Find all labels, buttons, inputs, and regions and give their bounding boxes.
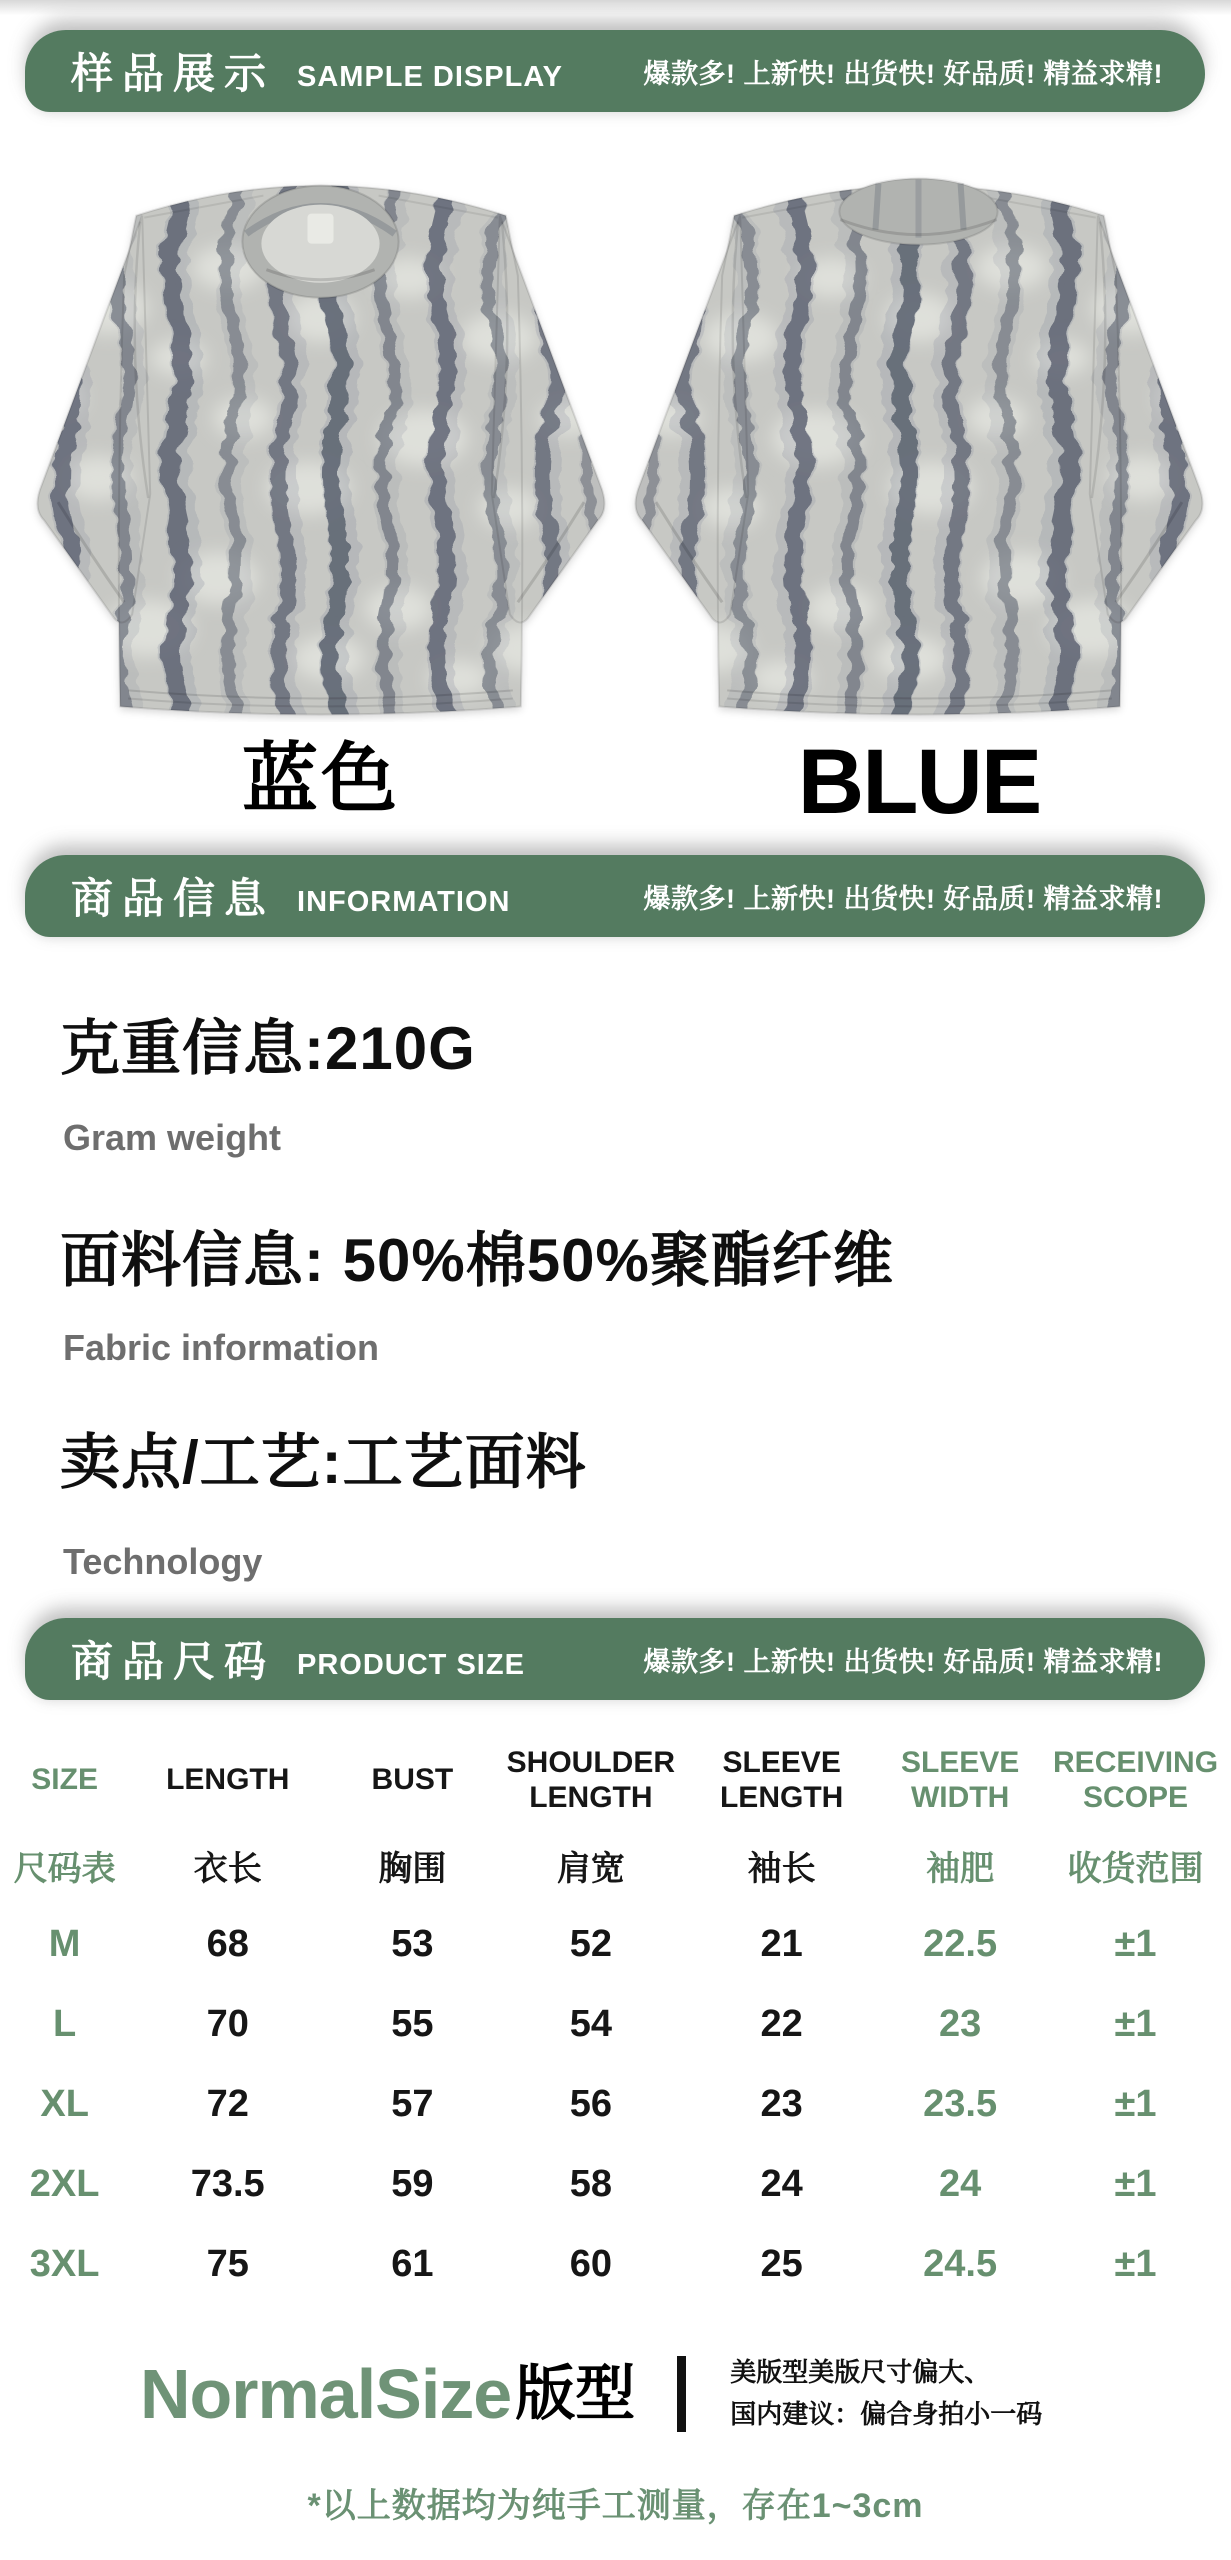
sleeve-length-value: 25: [760, 2242, 803, 2285]
divider-bar: [677, 2356, 686, 2432]
length-value: 73.5: [190, 2162, 265, 2205]
sleeve-width-value: 23.5: [923, 2082, 998, 2125]
col-header-sleeve-width: SLEEVE WIDTH: [900, 1745, 1020, 1814]
size-value: 3XL: [29, 2242, 100, 2285]
banner-promo-text: 爆款多! 上新快! 出货快! 好品质! 精益求精!: [643, 1646, 1163, 1677]
col-header-scope: RECEIVING SCOPE: [1053, 1745, 1219, 1814]
banner-title-cn: 商品尺码: [71, 1638, 276, 1685]
size-row-2xl: [0, 2160, 1231, 2208]
size-row-xl: [0, 2080, 1231, 2128]
fit-advice-note: [730, 2352, 1042, 2435]
length-value: 75: [206, 2242, 249, 2285]
front-collar: [242, 186, 398, 298]
fit-note-line1: 美版型美版尺寸偏大、: [730, 2357, 991, 2387]
banner-title-en: INFORMATION: [297, 885, 511, 918]
scope-value: ±1: [1114, 2242, 1157, 2285]
size-table-header-chinese: [0, 1840, 1231, 1890]
banner-title-en: PRODUCT SIZE: [297, 1648, 525, 1681]
banner-title-en: SAMPLE DISPLAY: [297, 60, 563, 93]
banner-sample-display: [25, 30, 1205, 112]
shoulder-value: 54: [569, 2002, 612, 2045]
banner-title-cn: 商品信息: [71, 875, 276, 922]
shoulder-value: 58: [569, 2162, 612, 2205]
col-header-sleeve-length-cn: 袖长: [747, 1849, 816, 1888]
size-table-header-english: [0, 1740, 1231, 1820]
sleeve-length-value: 23: [760, 2082, 803, 2125]
spec-fabric-cn: 面料信息: 50%棉50%聚酯纤维: [60, 1227, 894, 1294]
sleeve-length-value: 21: [760, 1922, 803, 1965]
back-collar: [839, 179, 997, 245]
size-row-m: [0, 1920, 1231, 1968]
col-header-sleeve-width-cn: 袖肥: [926, 1849, 995, 1888]
sleeve-width-value: 22.5: [923, 1922, 998, 1965]
fit-name-english: NormalSize: [140, 2354, 512, 2433]
size-row-l: [0, 2000, 1231, 2048]
spec-fabric-en: Fabric information: [63, 1327, 380, 1368]
col-header-scope-cn: 收货范围: [1067, 1849, 1204, 1888]
col-header-length-cn: 衣长: [193, 1849, 262, 1888]
sleeve-length-value: 22: [760, 2002, 803, 2045]
length-value: 68: [206, 1922, 249, 1965]
fit-type-block: [140, 2352, 1042, 2435]
size-value: L: [53, 2002, 77, 2045]
col-header-size: SIZE: [31, 1763, 98, 1797]
length-value: 70: [206, 2002, 249, 2045]
bust-value: 57: [391, 2082, 434, 2125]
col-header-bust: BUST: [371, 1763, 454, 1797]
shoulder-value: 56: [569, 2082, 612, 2125]
col-header-shoulder-cn: 肩宽: [556, 1849, 625, 1888]
scope-value: ±1: [1114, 1922, 1157, 1965]
spec-technology-en: Technology: [63, 1541, 263, 1582]
sleeve-width-value: 24.5: [923, 2242, 998, 2285]
banner-product-information: [25, 855, 1205, 937]
spec-technology-cn: 卖点/工艺:工艺面料: [60, 1429, 587, 1496]
banner-promo-text: 爆款多! 上新快! 出货快! 好品质! 精益求精!: [643, 58, 1163, 89]
fit-name-chinese: 版型: [515, 2359, 636, 2427]
bust-value: 61: [391, 2242, 434, 2285]
col-header-sleeve-length: SLEEVE LENGTH: [719, 1745, 844, 1814]
bust-value: 55: [391, 2002, 434, 2045]
tshirt-back-image: [626, 156, 1212, 722]
scope-value: ±1: [1114, 2002, 1157, 2045]
col-header-shoulder: SHOULDER LENGTH: [506, 1745, 676, 1814]
size-value: XL: [40, 2082, 89, 2125]
size-row-3xl: [0, 2240, 1231, 2288]
measurement-disclaimer: *以上数据均为纯手工测量，存在1~3cm: [307, 2487, 924, 2525]
sleeve-width-value: 24: [938, 2162, 982, 2205]
length-value: 72: [206, 2082, 249, 2125]
top-shadow-fade: [0, 0, 1231, 16]
banner-promo-text: 爆款多! 上新快! 出货快! 好品质! 精益求精!: [643, 883, 1163, 914]
shoulder-value: 52: [569, 1922, 612, 1965]
banner-product-size: [25, 1618, 1205, 1700]
sleeve-length-value: 24: [760, 2162, 803, 2205]
spec-gram-weight-en: Gram weight: [63, 1117, 282, 1158]
color-name-english: BLUE: [797, 731, 1041, 833]
col-header-size-cn: 尺码表: [13, 1849, 116, 1888]
bust-value: 59: [391, 2162, 434, 2205]
banner-title-cn: 样品展示: [71, 50, 276, 97]
col-header-length: LENGTH: [166, 1763, 290, 1797]
bust-value: 53: [391, 1922, 434, 1965]
tshirt-front-image: [28, 156, 614, 722]
col-header-bust-cn: 胸围: [378, 1849, 447, 1888]
sleeve-width-value: 23: [938, 2002, 982, 2045]
color-name-chinese: 蓝色: [242, 737, 400, 822]
spec-gram-weight-cn: 克重信息:210G: [60, 1015, 476, 1082]
scope-value: ±1: [1114, 2162, 1157, 2205]
fit-note-line2: 国内建议：偏合身拍小一码: [730, 2398, 1043, 2429]
size-value: M: [48, 1922, 81, 1965]
shoulder-value: 60: [569, 2242, 612, 2285]
scope-value: ±1: [1114, 2082, 1157, 2125]
size-value: 2XL: [29, 2162, 100, 2205]
